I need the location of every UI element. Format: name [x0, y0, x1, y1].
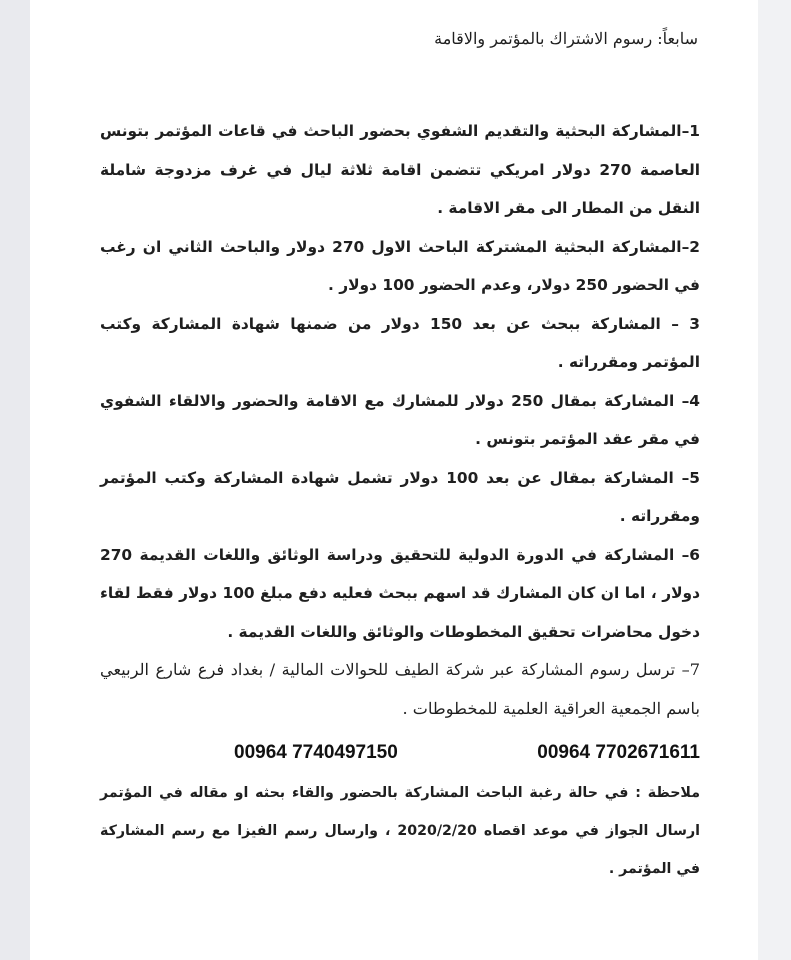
fee-item-6: 6– المشاركة في الدورة الدولية للتحقيق ودراسة الوثائق واللغات القديمة 270 دولار ، اما ان كان المشارك قد اسهم ببحث فعليه دفع مبلغ 100 دولار فقط لقاء دخول محاضرات تحقيق المخطوطات والوثائق واللغات القديمة .: [100, 545, 700, 641]
fee-item-7: 7– ترسل رسوم المشاركة عبر شركة الطيف للحوالات المالية / بغداد فرع شارع الربيعي باسم الجمعية العراقية العلمية للمخطوطات .: [100, 660, 700, 718]
note-paragraph: ملاحظة : في حالة رغبة الباحث المشاركة بالحضور والقاء بحثه او مقاله في المؤتمر ارسال الجواز في موعد اقصاه 2020/2/20 ، وارسال رسم الفيزا مع رسم المشاركة في المؤتمر .: [100, 785, 700, 877]
phone-number-1: 00964 7740497150: [234, 742, 398, 763]
document-body: [100, 26, 700, 888]
fee-item-2: 2–المشاركة البحثية المشتركة الباحث الاول 270 دولار والباحث الثاني ان رغب في الحضور 250 دولار، وعدم الحضور 100 دولار .: [100, 237, 700, 294]
fee-item-4: 4– المشاركة بمقال 250 دولار للمشارك مع الاقامة والحضور والالقاء الشفوي في مقر عقد المؤتمر بتونس .: [100, 391, 700, 448]
fee-item-1: 1–المشاركة البحثية والتقديم الشفوي بحضور الباحث في قاعات المؤتمر بتونس العاصمة 270 دولار امريكي تتضمن اقامة ثلاثة ليال في غرف مزدوجة شاملة النقل من المطار الى مقر الاقامة .: [100, 122, 700, 217]
phone-number-2: 00964 7702671611: [537, 742, 700, 763]
page-margin: [758, 0, 791, 960]
phone-numbers: [234, 732, 700, 774]
fee-item-5: 5– المشاركة بمقال عن بعد 100 دولار تشمل شهادة المشاركة وكتب المؤتمر ومقرراته .: [100, 468, 700, 525]
fee-item-3: 3 – المشاركة ببحث عن بعد 150 دولار من ضمنها شهادة المشاركة وكتب المؤتمر ومقرراته .: [100, 314, 700, 371]
section-heading: سابعاً: رسوم الاشتراك بالمؤتمر والاقامة: [434, 29, 698, 48]
